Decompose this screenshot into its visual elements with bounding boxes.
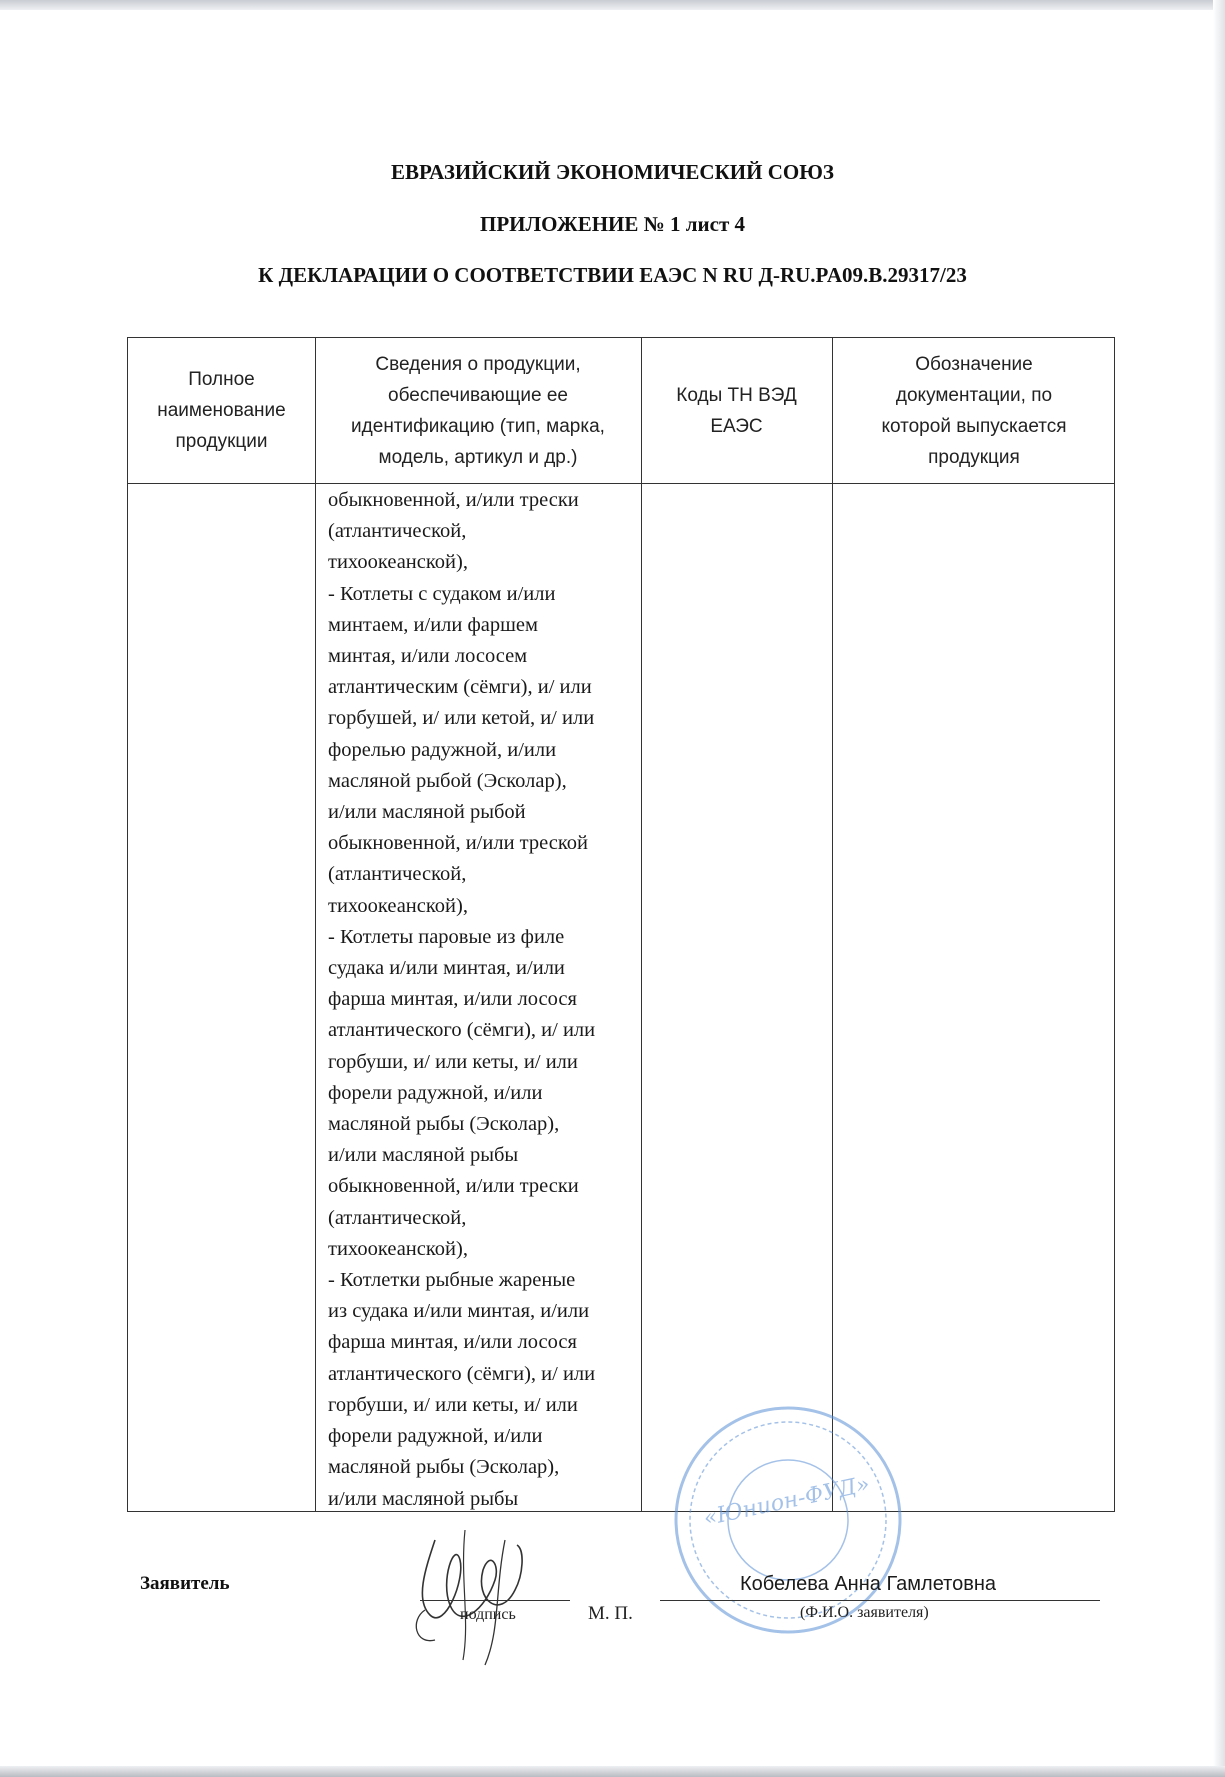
product-info-line: - Котлеты паровые из филе: [328, 925, 565, 948]
stamp-text: «Юнион-ФУД»: [701, 1471, 872, 1532]
product-info-line: из судака и/или минтая, и/или: [328, 1300, 590, 1323]
product-info-line: и/или масляной рыбы: [328, 1487, 519, 1510]
name-line: [660, 1600, 1100, 1601]
header-tn-ved-codes: Коды ТН ВЭД ЕАЭС: [676, 384, 797, 437]
scan-edge-top: [0, 0, 1225, 10]
table-column-divider: [832, 338, 833, 1511]
product-info-line: масляной рыбы (Эсколар),: [328, 1113, 560, 1136]
signature-line: [420, 1600, 570, 1601]
product-info-cell: [328, 485, 653, 1515]
product-info-line: масляной рыбой (Эсколар),: [328, 769, 567, 792]
product-info-line: горбуши, и/ или кеты, и/ или: [328, 1050, 578, 1073]
product-info-line: фарша минтая, и/или лосося: [328, 1331, 577, 1354]
table-header-divider: [128, 483, 1114, 484]
product-info-line: масляной рыбы (Эсколар),: [328, 1456, 560, 1479]
scan-edge-bottom: [0, 1766, 1225, 1777]
product-info-line: тихоокеанской),: [328, 894, 468, 917]
product-info-line: обыкновенной, и/или треской: [328, 832, 588, 855]
stamp-place-label: М. П.: [588, 1603, 633, 1624]
product-info-line: (атлантической,: [328, 520, 467, 543]
product-info-line: фарша минтая, и/или лосося: [328, 988, 577, 1011]
header-product-name: Полное наименование продукции: [157, 369, 286, 452]
product-info-line: тихоокеанской),: [328, 1237, 468, 1260]
product-info-line: (атлантической,: [328, 863, 467, 886]
product-info-line: горбуши, и/ или кеты, и/ или: [328, 1393, 578, 1416]
product-info-line: минтаем, и/или фаршем: [328, 613, 538, 636]
declaration-title: К ДЕКЛАРАЦИИ О СООТВЕТСТВИИ ЕАЭС N RU Д-RU.PA09.B.29317/23: [258, 263, 967, 287]
header-documentation: Обозначение документации, по которой выпускается продукция: [881, 353, 1067, 468]
applicant-name: Кобелева Анна Гамлетовна: [740, 1573, 997, 1595]
product-info-line: - Котлетки рыбные жареные: [328, 1269, 576, 1292]
product-info-line: атлантического (сёмги), и/ или: [328, 1362, 596, 1385]
product-info-line: форели радужной, и/или: [328, 1425, 543, 1448]
product-info-line: и/или масляной рыбой: [328, 801, 526, 824]
product-info-line: - Котлеты с судаком и/или: [328, 582, 556, 605]
product-info-line: атлантического (сёмги), и/ или: [328, 1019, 596, 1042]
product-info-line: обыкновенной, и/или трески: [328, 1175, 579, 1198]
product-info-line: (атлантической,: [328, 1206, 467, 1229]
org-title: ЕВРАЗИЙСКИЙ ЭКОНОМИЧЕСКИЙ СОЮЗ: [391, 160, 834, 184]
product-info-line: минтая, и/или лососем: [328, 645, 528, 668]
product-info-line: форели радужной, и/или: [328, 1081, 543, 1104]
signature-caption: подпись: [460, 1606, 516, 1623]
product-info-line: форелью радужной, и/или: [328, 738, 557, 761]
name-caption: (Ф.И.О. заявителя): [800, 1604, 929, 1621]
product-info-line: обыкновенной, и/или трески: [328, 489, 579, 511]
product-info-line: тихоокеанской),: [328, 551, 468, 574]
product-info-line: и/или масляной рыбы: [328, 1144, 519, 1167]
applicant-label: Заявитель: [140, 1573, 230, 1594]
appendix-title: ПРИЛОЖЕНИЕ № 1 лист 4: [479, 212, 746, 236]
applicant-signature: [405, 1520, 545, 1670]
header-product-info: Сведения о продукции, обеспечивающие ее идентификацию (тип, марка, модель, артикул и др.): [351, 353, 605, 468]
product-info-line: судака и/или минтая, и/или: [328, 957, 565, 980]
table-column-divider: [315, 338, 316, 1511]
product-info-line: атлантическим (сёмги), и/ или: [328, 676, 592, 699]
product-info-line: горбушей, и/ или кетой, и/ или: [328, 707, 595, 730]
